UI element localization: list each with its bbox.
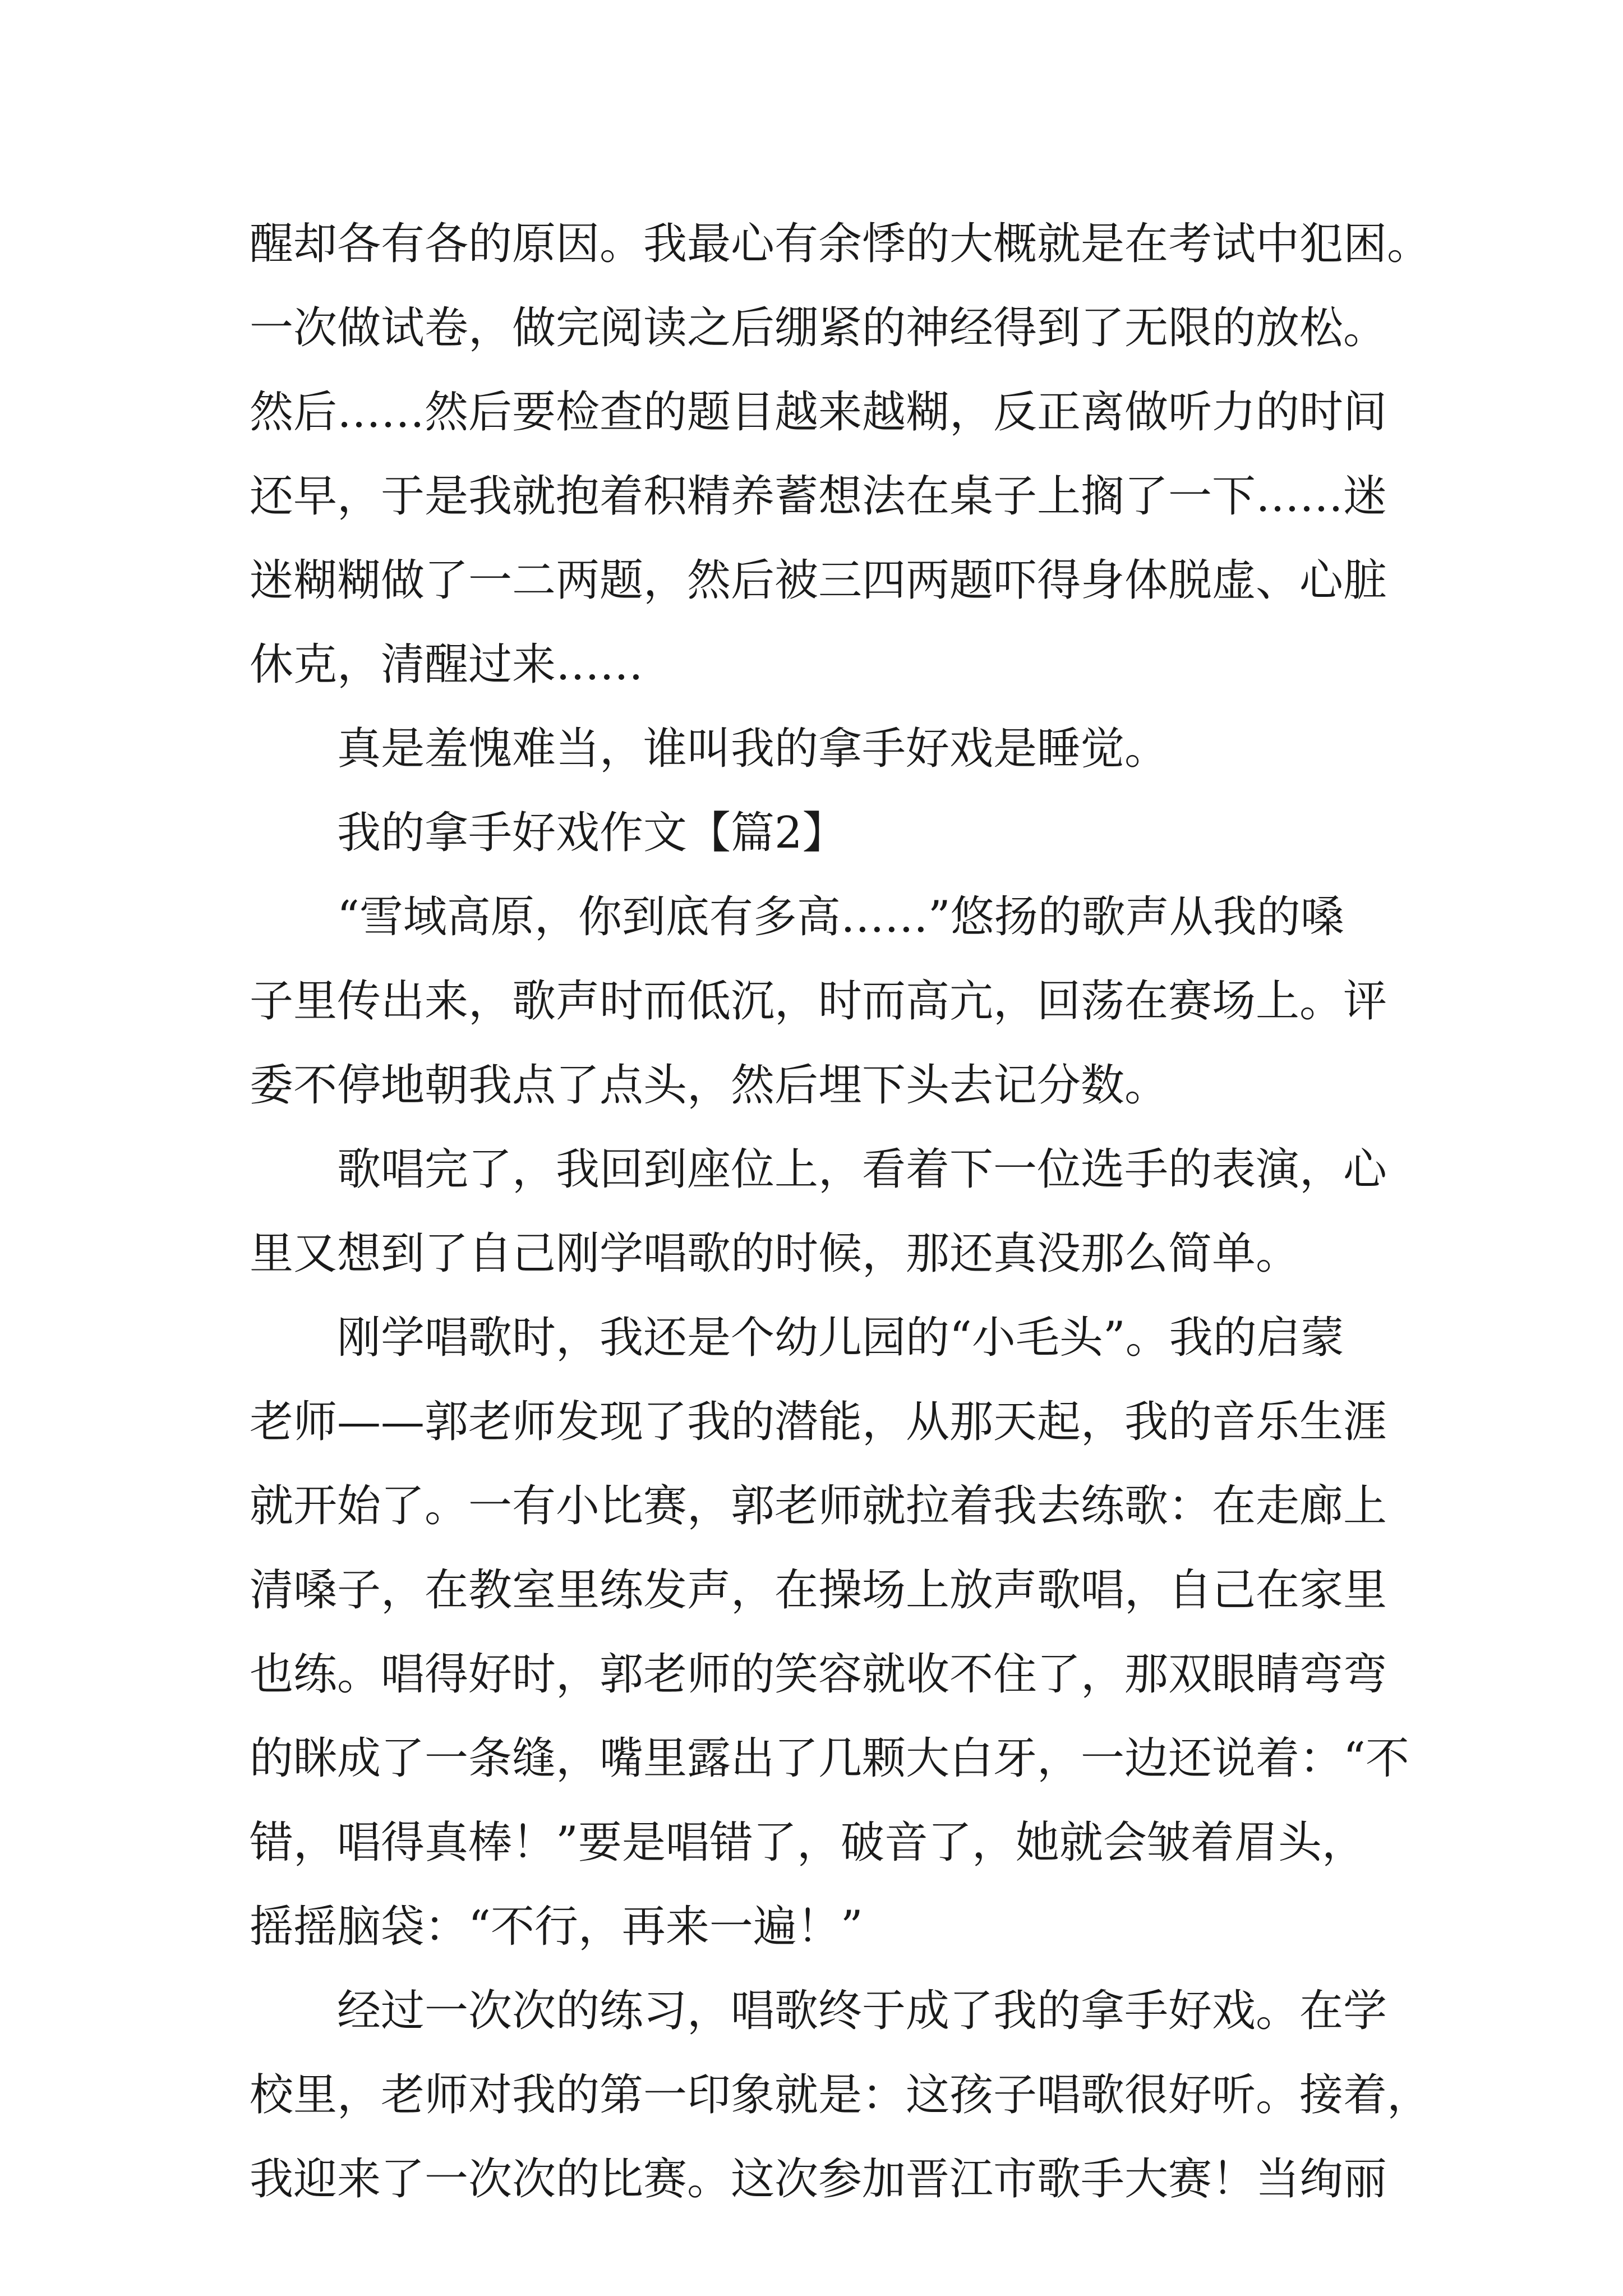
text-line: 里又想到了自己刚学唱歌的时候，那还真没那么简单。: [250, 1228, 1300, 1279]
text-line: 迷糊糊做了一二两题，然后被三四两题吓得身体脱虚、心脏: [250, 555, 1387, 606]
text-line: 校里，老师对我的第一印象就是：这孩子唱歌很好听。接着，: [250, 2070, 1431, 2120]
text-line: 子里传出来，歌声时而低沉，时而高亢，回荡在赛场上。评: [250, 976, 1387, 1027]
paragraph-start-line: 刚学唱歌时，我还是个幼儿园的“小毛头”。我的启蒙: [337, 1313, 1344, 1363]
text-line: 我迎来了一次次的比赛。这次参加晋江市歌手大赛！当绚丽: [250, 2154, 1387, 2205]
text-line: 然后……然后要检查的题目越来越糊，反正离做听力的时间: [250, 387, 1387, 438]
paragraph-start-line: 经过一次次的练习，唱歌终于成了我的拿手好戏。在学: [337, 1986, 1387, 2036]
text-line: 老师——郭老师发现了我的潜能，从那天起，我的音乐生涯: [250, 1397, 1387, 1447]
text-line: 委不停地朝我点了点头，然后埋下头去记分数。: [250, 1060, 1169, 1111]
text-line: 的眯成了一条缝，嘴里露出了几颗大白牙，一边还说着：“不: [250, 1733, 1409, 1784]
text-line: 错，唱得真棒！”要是唱错了，破音了，她就会皱着眉头，: [250, 1818, 1366, 1868]
paragraph-start-line: “雪域高原，你到底有多高……”悠扬的歌声从我的嗓: [337, 892, 1344, 942]
text-line: 醒却各有各的原因。我最心有余悸的大概就是在考试中犯困。: [250, 219, 1431, 269]
text-line: 摇摇脑袋：“不行，再来一遍！”: [250, 1902, 863, 1952]
text-line: 也练。唱得好时，郭老师的笑容就收不住了，那双眼睛弯弯: [250, 1649, 1387, 1700]
text-line: 清嗓子，在教室里练发声，在操场上放声歌唱，自己在家里: [250, 1565, 1387, 1616]
paragraph-start-line: 歌唱完了，我回到座位上，看着下一位选手的表演，心: [337, 1144, 1387, 1195]
document-body: [250, 202, 1431, 2221]
section-heading: 我的拿手好戏作文【篇2】: [337, 808, 846, 858]
text-line: 休克，清醒过来……: [250, 639, 644, 690]
text-line: 一次做试卷，做完阅读之后绷紧的神经得到了无限的放松。: [250, 303, 1387, 353]
text-line: 还早，于是我就抱着积精养蓄想法在桌子上搁了一下……迷: [250, 471, 1387, 522]
text-line: 就开始了。一有小比赛，郭老师就拉着我去练歌：在走廊上: [250, 1481, 1387, 1531]
paragraph-start-line: 真是羞愧难当，谁叫我的拿手好戏是睡觉。: [337, 724, 1169, 774]
